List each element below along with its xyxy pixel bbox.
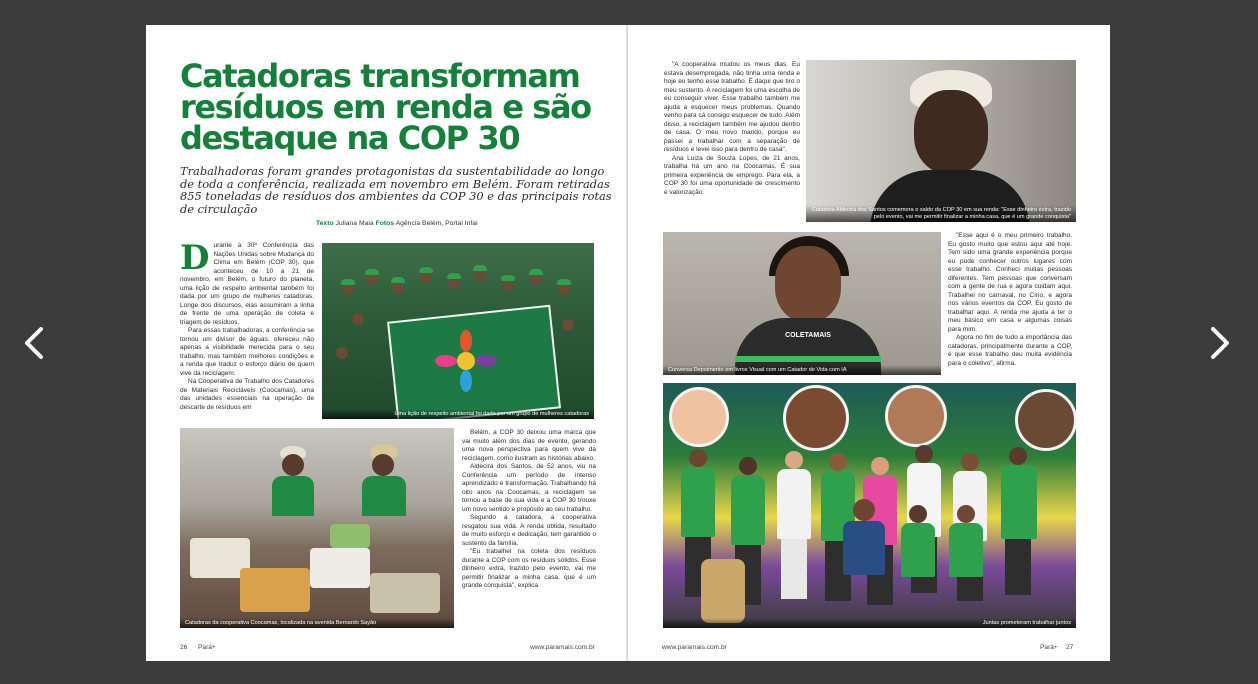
article-column-1: [180, 242, 314, 428]
article-column-2: [462, 429, 596, 629]
article-credits: [316, 220, 616, 227]
photo-caption: Catadoras da cooperativa Coocamas, localizada na avenida Bernardo Sayão: [180, 618, 454, 628]
photo-caption: Uma lição de respeito ambiental foi dada por um grupo de mulheres catadoras: [322, 409, 594, 419]
article-paragraph: Para essas trabalhadoras, a conferência se tornou um divisor de águas: ofereceu não apenas a visibilidade merecida para o seu trabalho, mas também melhores condições e a renda que traduz o esforço diário de quem vive da reciclagem.: [180, 327, 314, 377]
chevron-right-icon: [1209, 326, 1231, 360]
article-paragraph: Segundo a catadora, a cooperativa resgatou sua vida. A renda obtida, resultado de muito esforço e dedicação, tem garantido o sustento da família.: [462, 514, 596, 547]
prev-page-button[interactable]: [16, 318, 52, 368]
photo-group: [663, 383, 1076, 628]
shirt-logo-text: COLETAMAIS: [785, 332, 831, 339]
article-paragraph: Belém, a COP 30 deixou uma marca que vai muito além dos dias de evento, gerando uma nova perspectiva para quem vive da reciclagem, como ilustram as histórias abaixo.: [462, 429, 596, 462]
article-paragraph: "A cooperativa mudou os meus dias. Eu estava desempregada, não tinha uma renda e hoje eu tenho esse trabalho. É daqui que tiro o meu sustento. A reciclagem foi uma escolha de eu conseguir viver. Esse trabalho também me ajuda a esquecer meus problemas. Quando venho para cá consigo esquecer de tudo. Além disso, a reciclagem também me ajudou dentro de casa. O meu novo marido, porque eu passei a trabalhar com a separação de resíduos e levei isso para dentro de casa".: [664, 61, 800, 153]
magazine-name-right: Pará+: [1040, 644, 1058, 651]
credits-photo-label: Fotos: [375, 220, 395, 227]
credits-text-author: Juliana Maia: [335, 220, 374, 227]
magazine-page-right: [628, 25, 1110, 661]
magazine-page-left: [146, 25, 628, 661]
article-paragraph: urante a 30ª Conferência das Nações Unidas sobre Mudança do Clima em Belém (COP 30), que aconteceu de 10 a 21 de novembro, em Belém, o futuro do planeta, uma lição de respeito ambiental também foi dada por um grupo de mulheres catadoras. Longe dos discursos, elas assumiram a linha de frente de uma operação de coleta e triagem de resíduos.: [180, 242, 314, 326]
credits-text-label: Texto: [316, 220, 334, 227]
photo-caption: Catadora Aldecira dos Santos comemora o saldo da COP 30 em sua renda: "Esse dinheiro extra, trazido pelo evento, vai me permitir finalizar a minha casa, que é um grande conquista": [806, 205, 1076, 222]
photo-sorting: [180, 428, 454, 628]
photo-caption: Conversa Depoimento em livros Visual com um Catador de Vida com IA: [663, 365, 941, 375]
article-paragraph: Agora no fim de tudo a importância das catadoras, principalmente durante a COP, é que esse trabalho deu muita evidência para o coletivo", afirma.: [948, 334, 1072, 367]
photo-portrait-woman: [806, 60, 1076, 222]
chevron-left-icon: [23, 326, 45, 360]
photo-portrait-girl: [663, 232, 941, 375]
photo-caption: Juntas prometeram trabalhar juntos: [663, 618, 1076, 628]
article-paragraph: "Esse aqui é o meu primeiro trabalho. Eu gosto muito que estou aqui até hoje. Tem sido uma grande experiência porque eu pude conhecer outros lugares com esse trabalho. Conheci muitas pessoas diferentes. Tem pessoas que conversam com a gente de rua e agora cuidam aqui. Trabalhei no carnaval, no Círio, e agora nos vários eventos da COP. Eu gosto de trabalhar aqui. A renda me ajuda a ter o meu básico em casa e algumas coisas para mim.: [948, 232, 1072, 333]
article-column-3: [664, 61, 800, 225]
magazine-name-left: Pará+: [198, 644, 216, 651]
article-paragraph: Na Cooperativa de Trabalho dos Catadores de Materiais Recicláveis (Coocamas), uma das unidades essenciais na operação de descarte de resíduos em: [180, 378, 314, 411]
page-number-left: 26: [180, 644, 188, 651]
article-column-4: [948, 232, 1072, 372]
article-headline: Catadoras transformam resíduos em renda e são destaque na COP 30: [180, 57, 591, 157]
photo-celebration: [322, 243, 594, 419]
article-subtitle: Trabalhadoras foram grandes protagonistas da sustentabilidade ao longo de toda a conferência, realizada em novembro em Belém. Foram retiradas 855 toneladas de resíduos dos ambientes da COP 30 e das principais rotas de circulação: [180, 164, 612, 216]
next-page-button[interactable]: [1202, 318, 1238, 368]
flower-logo-icon: [434, 329, 498, 393]
article-paragraph: Aldecira dos Santos, de 52 anos, viu na Conferência um período de intenso aprendizado e transformação. Trabalhando há oito anos na Coocamas, a reciclagem se tornou a base de sua vida e a COP 30 trouxe um novo sentido e propósito ao seu trabalho.: [462, 463, 596, 513]
article-paragraph: Ana Luiza de Souza Lopes, de 21 anos, trabalha há um ano na Coocamas. É sua primeira experiência de emprego. Para ela, a COP 30 foi uma oportunidade de crescimento e valorização.: [664, 154, 800, 196]
drop-cap: D: [180, 242, 210, 278]
page-number-right: 27: [1066, 644, 1074, 651]
magazine-url-left: www.paramais.com.br: [530, 644, 595, 651]
magazine-url-right: www.paramais.com.br: [662, 644, 727, 651]
credits-photo-author: Agência Belém, Portal Infai: [395, 220, 478, 227]
article-paragraph: "Eu trabalhei na coleta dos resíduos durante a COP com os resíduos sólidos. Esse dinheiro extra, trazido pelo evento, vai me permitir finalizar a minha casa, que é um grande conquista", explica.: [462, 548, 596, 589]
